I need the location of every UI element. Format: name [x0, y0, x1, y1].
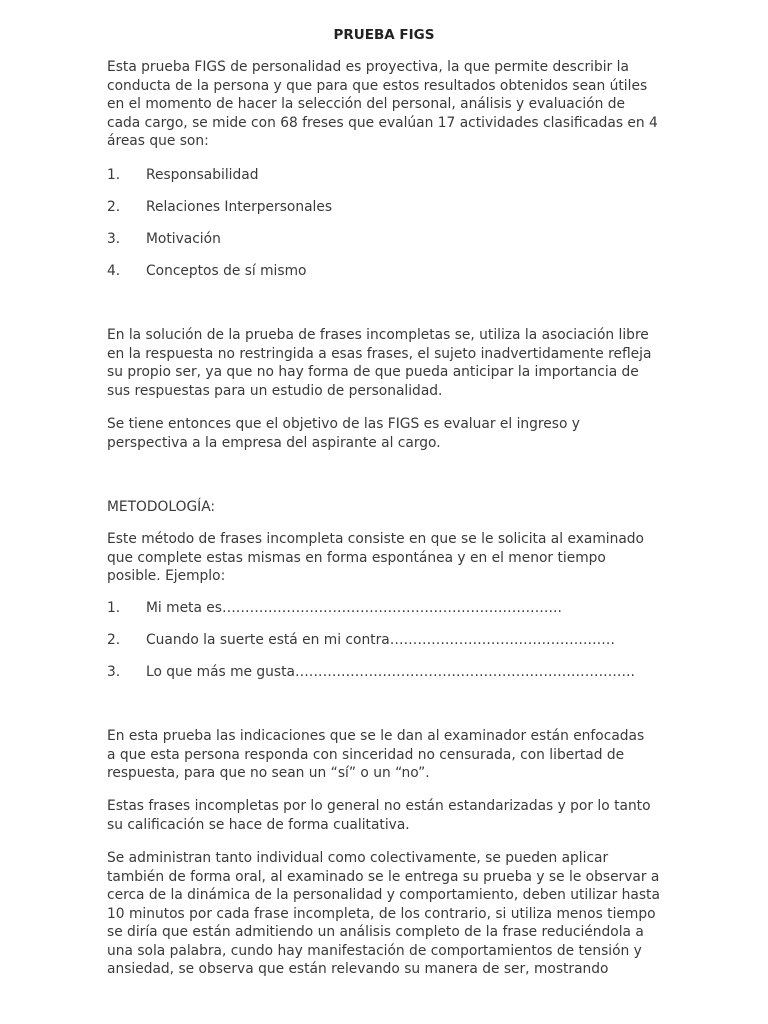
- list-text: Mi meta es………………………………………………………………..: [146, 600, 562, 616]
- administration-paragraph: [107, 849, 667, 979]
- administration-line: cerca de la dinámica de la personalidad y comportamiento, deben utilizar hasta: [107, 887, 660, 903]
- intro-line: en el momento de hacer la selección del personal, análisis y evaluación de: [107, 96, 625, 112]
- intro-paragraph: [107, 58, 667, 151]
- example-list-item: [107, 663, 635, 682]
- document-title: PRUEBA FIGS: [333, 27, 435, 43]
- intro-line: áreas que son:: [107, 133, 209, 149]
- area-list-item: [107, 230, 221, 249]
- list-number: 1.: [107, 600, 121, 616]
- objective-paragraph: [107, 415, 667, 452]
- administration-line: Se administran tanto individual como colectivamente, se pueden aplicar: [107, 850, 609, 866]
- standardization-line: Estas frases incompletas por lo general no están estandarizadas y por lo tanto: [107, 798, 651, 814]
- solution-line: sus respuestas para un estudio de personalidad.: [107, 382, 443, 399]
- method-line: que complete estas mismas en forma espontánea y en el menor tiempo: [107, 549, 606, 566]
- list-number: 4.: [107, 263, 121, 279]
- indications-paragraph: [107, 727, 667, 783]
- standardization-paragraph: [107, 797, 667, 834]
- list-text: Cuando la suerte está en mi contra………………………………………….: [146, 632, 615, 648]
- list-text: Motivación: [146, 231, 221, 247]
- indications-line: En esta prueba las indicaciones que se le dan al examinador están enfocadas: [107, 728, 645, 744]
- example-list-item: [107, 631, 615, 650]
- intro-line: Esta prueba FIGS de personalidad es proyectiva, la que permite describir la: [107, 59, 629, 75]
- example-list-item: [107, 599, 562, 618]
- administration-line: se diría que están admitiendo un análisis completo de la frase reduciéndola a: [107, 924, 644, 940]
- administration-line: una sola palabra, cundo hay manifestación de comportamientos de tensión y: [107, 942, 642, 959]
- objective-line: perspectiva a la empresa del aspirante al cargo.: [107, 434, 441, 451]
- methodology-heading: METODOLOGÍA:: [107, 499, 216, 515]
- list-text: Lo que más me gusta………………………………………………………………..: [146, 664, 635, 680]
- indications-line: a que esta persona responda con sinceridad no censurada, con libertad de: [107, 746, 625, 763]
- solution-line: en la respuesta no restringida a esas frases, el sujeto inadvertidamente refleja: [107, 345, 652, 362]
- solution-paragraph: [107, 326, 667, 400]
- administration-line: ansiedad, se observa que están relevando su manera de ser, mostrando: [107, 961, 609, 977]
- method-paragraph: [107, 530, 667, 586]
- list-text: Conceptos de sí mismo: [146, 263, 307, 279]
- method-line: posible. Ejemplo:: [107, 568, 226, 584]
- administration-line: 10 minutos por cada frase incompleta, de los contrario, si utiliza menos tiempo: [107, 905, 656, 922]
- method-line: Este método de frases incompleta consiste en que se le solicita al examinado: [107, 531, 644, 547]
- list-number: 2.: [107, 199, 121, 215]
- area-list-item: [107, 166, 258, 185]
- administration-line: también de forma oral, al examinado se le entrega su prueba y se le observar a: [107, 868, 660, 885]
- area-list-item: [107, 262, 306, 281]
- list-text: Relaciones Interpersonales: [146, 199, 333, 215]
- intro-line: cada cargo, se mide con 68 freses que evalúan 17 actividades clasificadas en 4: [107, 114, 658, 131]
- list-number: 1.: [107, 167, 121, 183]
- intro-line: conducta de la persona y que para que estos resultados obtenidos sean útiles: [107, 77, 648, 94]
- solution-line: En la solución de la prueba de frases incompletas se, utiliza la asociación libre: [107, 327, 649, 343]
- objective-line: Se tiene entonces que el objetivo de las FIGS es evaluar el ingreso y: [107, 416, 580, 432]
- solution-line: su propio ser, ya que no hay forma de que pueda anticipar la importancia de: [107, 364, 639, 380]
- list-number: 3.: [107, 231, 121, 247]
- list-text: Responsabilidad: [146, 167, 259, 183]
- area-list-item: [107, 198, 332, 217]
- list-number: 3.: [107, 664, 121, 680]
- standardization-line: su calificación se hace de forma cualitativa.: [107, 816, 410, 833]
- list-number: 2.: [107, 632, 121, 648]
- indications-line: respuesta, para que no sean un “sí” o un “no”.: [107, 765, 430, 781]
